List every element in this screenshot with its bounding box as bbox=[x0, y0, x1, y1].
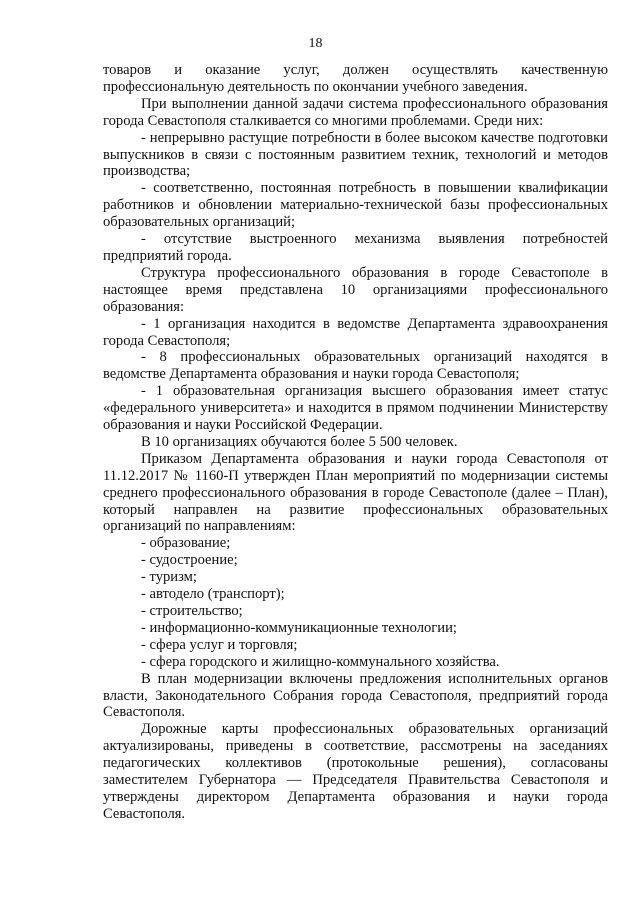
paragraph: товаров и оказание услуг, должен осуществлять качественную профессиональную деятельность по окончании учебного заведения. bbox=[103, 62, 608, 95]
organization-item: - 1 образовательная организация высшего образования имеет статус «федерального университета» и находится в прямом подчинении Министерству образования и науки Российской Федерации. bbox=[103, 383, 608, 434]
paragraph: При выполнении данной задачи система профессионального образования города Севастополя сталкивается со многими проблемами. Среди них: bbox=[103, 95, 608, 129]
direction-item: - сфера услуг и торговля; bbox=[141, 636, 298, 653]
organization-item: - 1 организация находится в ведомстве Департамента здравоохранения города Севастополя; bbox=[103, 315, 608, 349]
direction-item: - информационно-коммуникационные технологии; bbox=[141, 619, 457, 636]
direction-item: - туризм; bbox=[141, 569, 197, 586]
direction-item: - сфера городского и жилищно-коммунального хозяйства. bbox=[141, 653, 500, 670]
paragraph: В 10 организациях обучаются более 5 500 человек. bbox=[141, 433, 458, 450]
page-number: 18 bbox=[308, 36, 323, 51]
organization-item: - 8 профессиональных образовательных организаций находятся в ведомстве Департамента образования и науки города Севастополя; bbox=[103, 349, 608, 383]
document-body bbox=[103, 62, 608, 823]
paragraph: Дорожные карты профессиональных образовательных организаций актуализированы, приведены в соответствие, рассмотрены на заседаниях педагогических коллективов (протокольные решения), согласованы заместителем Губернатора — Председателя Правительства Севастополя и утверждены директором Департамента образования и науки города Севастополя. bbox=[103, 721, 608, 822]
directions-list bbox=[103, 535, 608, 670]
paragraph: Приказом Департамента образования и науки города Севастополя от 11.12.2017 № 1160-П утвержден План мероприятий по модернизации системы среднего профессионального образования в городе Севастополе (далее – План), который направлен на развитие профессиональных образовательных организаций по направлениям: bbox=[103, 450, 608, 535]
problem-item: - непрерывно растущие потребности в более высоком качестве подготовки выпускников в связи с постоянным развитием техник, технологий и методов производства; bbox=[103, 129, 608, 180]
problem-item: - соответственно, постоянная потребность в повышении квалификации работников и обновлении материально-технической базы профессиональных образовательных организаций; bbox=[103, 180, 608, 231]
direction-item: - автодело (транспорт); bbox=[141, 586, 285, 603]
paragraph: В план модернизации включены предложения исполнительных органов власти, Законодательного Собрания города Севастополя, предприятий города Севастополя. bbox=[103, 670, 608, 721]
direction-item: - строительство; bbox=[141, 603, 243, 619]
paragraph: Структура профессионального образования в городе Севастополе в настоящее время представлена 10 организациями профессионального образования: bbox=[103, 264, 608, 315]
problem-item: - отсутствие выстроенного механизма выявления потребностей предприятий города. bbox=[103, 231, 608, 264]
direction-item: - судостроение; bbox=[141, 552, 238, 569]
direction-item: - образование; bbox=[141, 535, 231, 552]
